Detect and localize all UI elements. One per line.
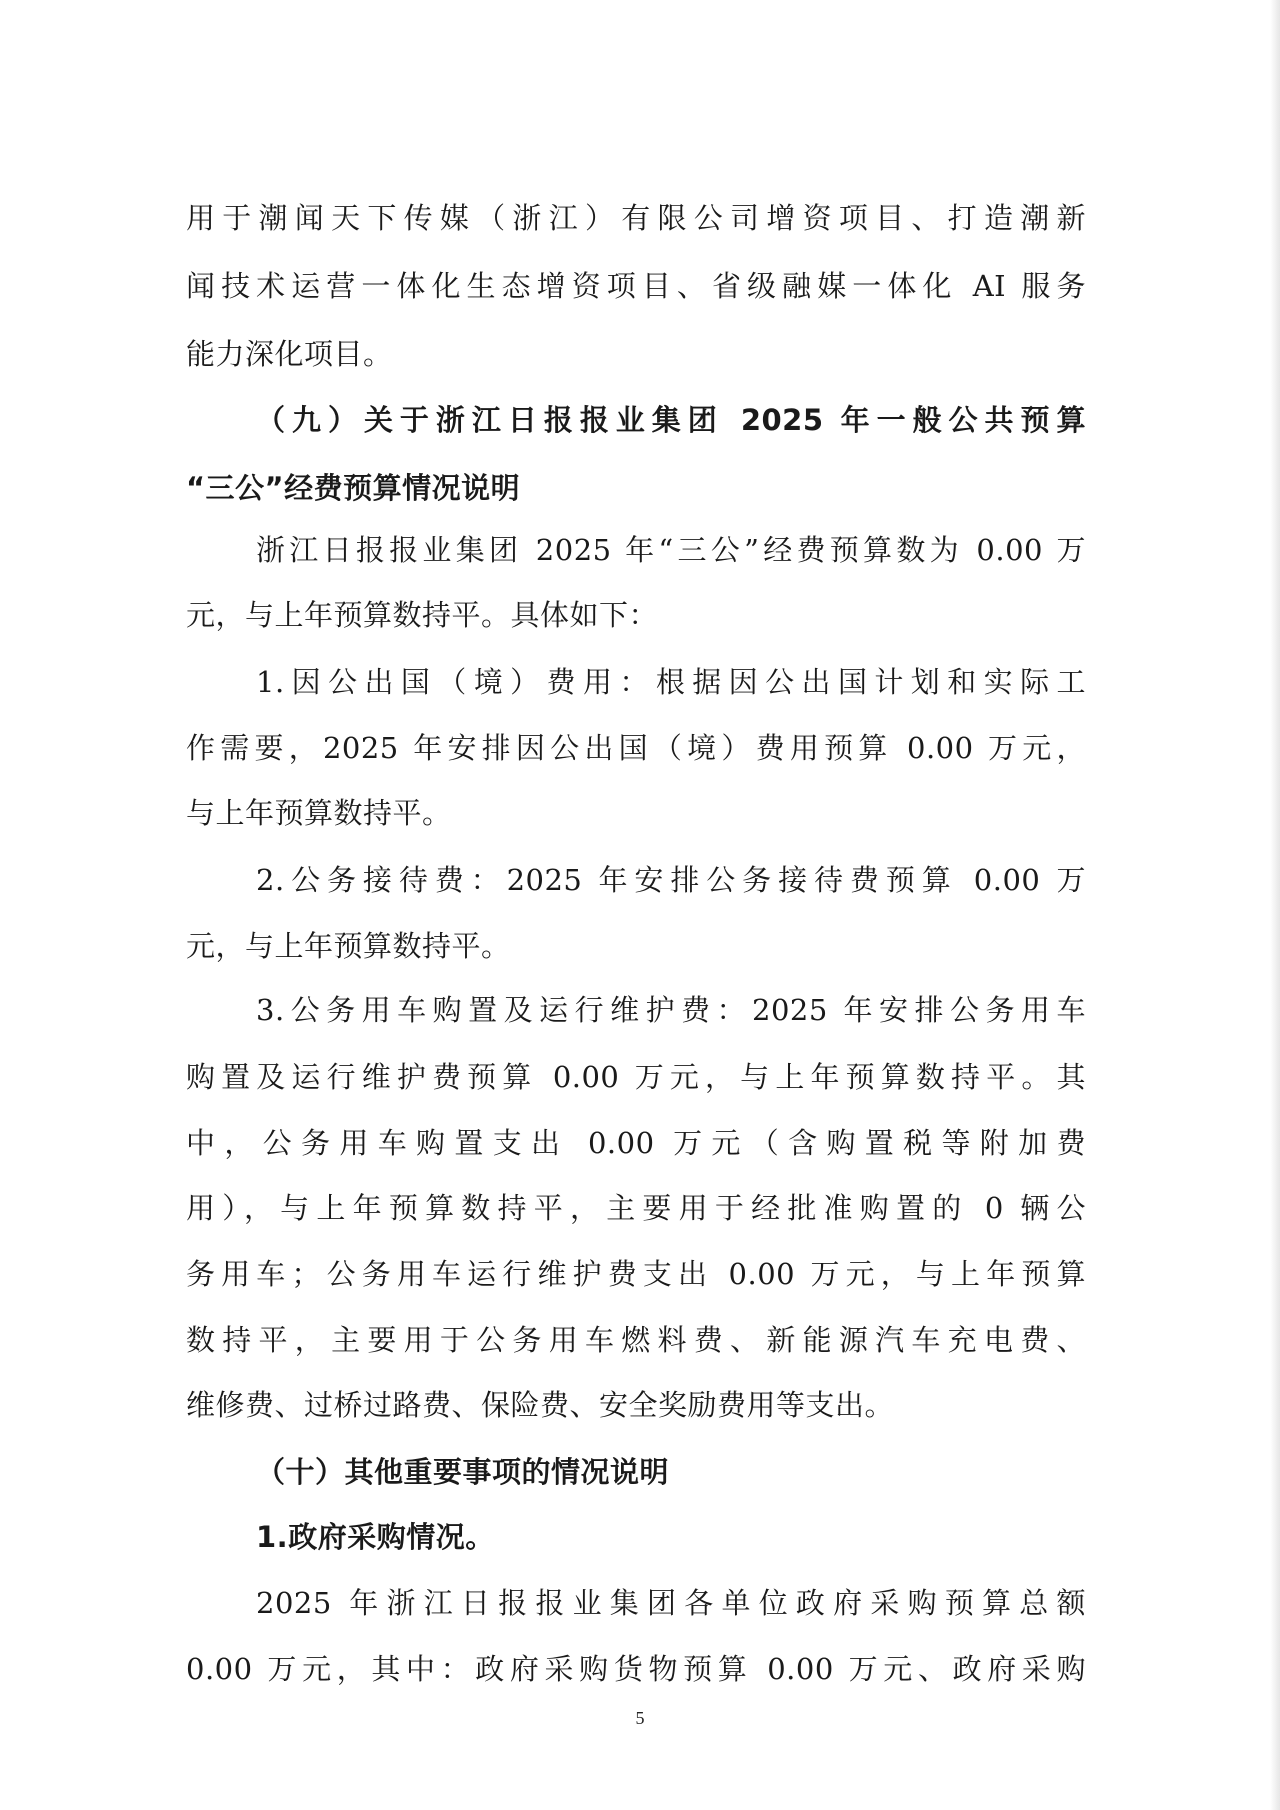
body-line: 3.公务用车购置及运行维护费：2025 年安排公务用车 — [256, 993, 1086, 1027]
section-heading-9: （九）关于浙江日报报业集团 2025 年一般公共预算 — [256, 403, 1086, 437]
body-line: 浙江日报报业集团 2025 年“三公”经费预算数为 0.00 万 — [256, 533, 1086, 567]
body-line: 用于潮闻天下传媒（浙江）有限公司增资项目、打造潮新 — [186, 201, 1086, 235]
body-line: 作需要，2025 年安排因公出国（境）费用预算 0.00 万元， — [186, 731, 1086, 765]
body-line: 中，公务用车购置支出 0.00 万元（含购置税等附加费 — [186, 1126, 1086, 1160]
body-line: 0.00 万元，其中：政府采购货物预算 0.00 万元、政府采购 — [186, 1652, 1086, 1686]
body-line: 1.因公出国（境）费用：根据因公出国计划和实际工 — [256, 665, 1086, 699]
body-line: 务用车；公务用车运行维护费支出 0.00 万元，与上年预算 — [186, 1257, 1086, 1291]
page-number: 5 — [635, 1708, 645, 1728]
body-line: 购置及运行维护费预算 0.00 万元，与上年预算数持平。其 — [186, 1060, 1086, 1094]
body-line: 元，与上年预算数持平。 — [186, 929, 511, 963]
body-line: 用），与上年预算数持平，主要用于经批准购置的 0 辆公 — [186, 1191, 1086, 1225]
body-line: 与上年预算数持平。 — [186, 796, 452, 830]
body-line: 能力深化项目。 — [186, 337, 393, 371]
subsection-heading-procurement: 1.政府采购情况。 — [256, 1520, 495, 1554]
body-line: 维修费、过桥过路费、保险费、安全奖励费用等支出。 — [186, 1388, 895, 1422]
section-heading-10: （十）其他重要事项的情况说明 — [256, 1455, 670, 1489]
body-line: 数持平，主要用于公务用车燃料费、新能源汽车充电费、 — [186, 1323, 1086, 1357]
section-heading-9-cont: “三公”经费预算情况说明 — [186, 471, 521, 505]
body-line: 闻技术运营一体化生态增资项目、省级融媒一体化 AI 服务 — [186, 269, 1086, 303]
body-line: 2.公务接待费：2025 年安排公务接待费预算 0.00 万 — [256, 863, 1086, 897]
body-line: 元，与上年预算数持平。具体如下： — [186, 598, 659, 632]
scan-edge — [1270, 0, 1280, 1810]
body-line: 2025 年浙江日报报业集团各单位政府采购预算总额 — [256, 1586, 1086, 1620]
